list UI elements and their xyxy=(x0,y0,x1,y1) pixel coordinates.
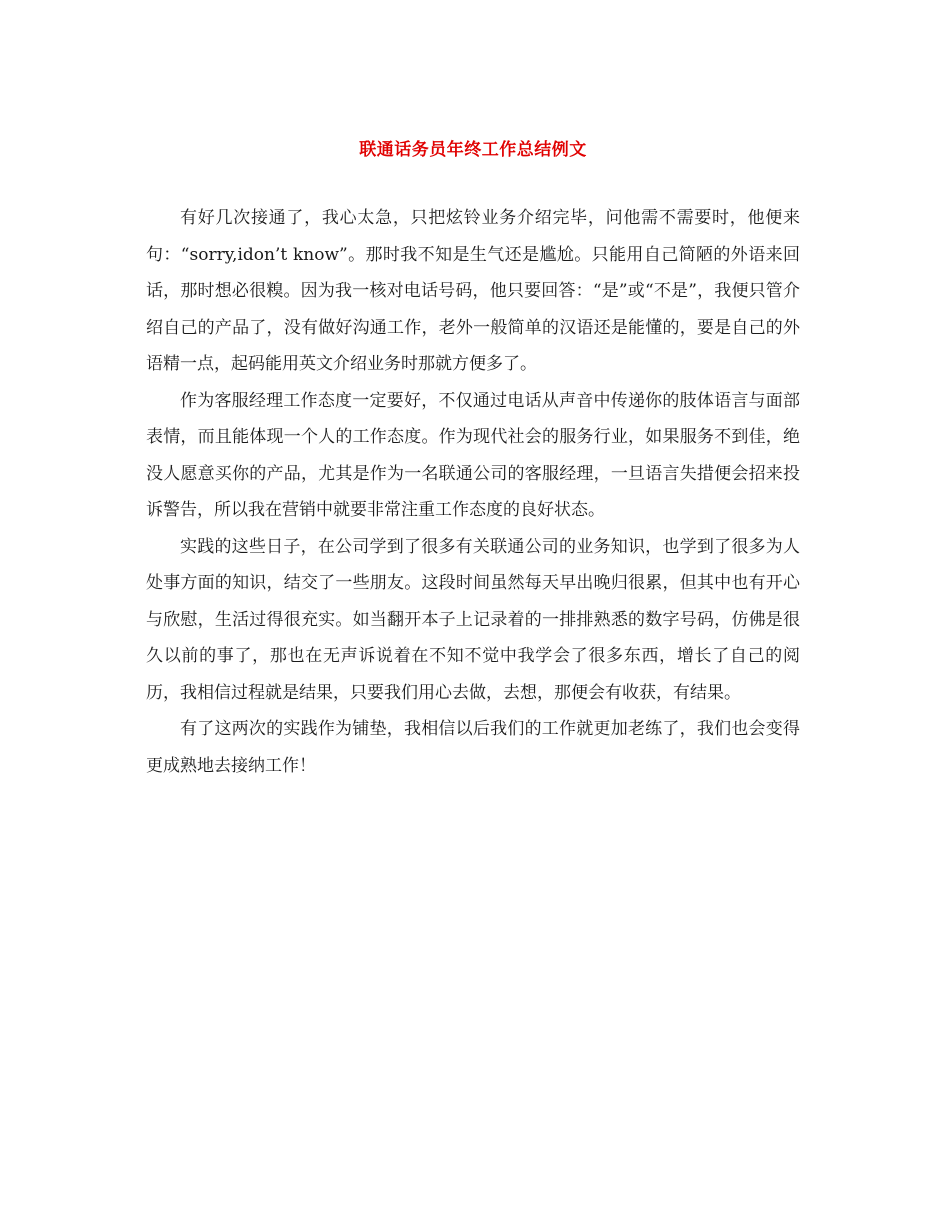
paragraph-2: 作为客服经理工作态度一定要好，不仅通过电话从声音中传递你的肢体语言与面部表情，而且能体现一个人的工作态度。作为现代社会的服务行业，如果服务不到佳，绝没人愿意买你的产品，尤其是作为一名联通公司的客服经理，一旦语言失措便会招来投诉警告，所以我在营销中就要非常注重工作态度的良好状态。 xyxy=(146,390,800,520)
paragraph-1: 有好几次接通了，我心太急，只把炫铃业务介绍完毕，问他需不需要时，他便来句：“sorry,idon’t know”。那时我不知是生气还是尴尬。只能用自己简陋的外语来回话，那时想必很糗。因为我一核对电话号码，他只要回答：“是”或“不是”，我便只管介绍自己的产品了，没有做好沟通工作，老外一般简单的汉语还是能懂的，要是自己的外语精一点，起码能用英文介绍业务时那就方便多了。 xyxy=(146,208,800,374)
document-title: 联通话务员年终工作总结例文 xyxy=(359,140,587,160)
paragraph-3: 实践的这些日子，在公司学到了很多有关联通公司的业务知识，也学到了很多为人处事方面的知识，结交了一些朋友。这段时间虽然每天早出晚归很累，但其中也有开心与欣慰，生活过得很充实。如当翻开本子上记录着的一排排熟悉的数字号码，仿佛是很久以前的事了，那也在无声诉说着在不知不觉中我学会了很多东西，增长了自己的阅历，我相信过程就是结果，只要我们用心去做，去想，那便会有收获，有结果。 xyxy=(146,536,800,703)
paragraph-4: 有了这两次的实践作为铺垫，我相信以后我们的工作就更加老练了，我们也会变得更成熟地去接纳工作！ xyxy=(146,719,800,776)
